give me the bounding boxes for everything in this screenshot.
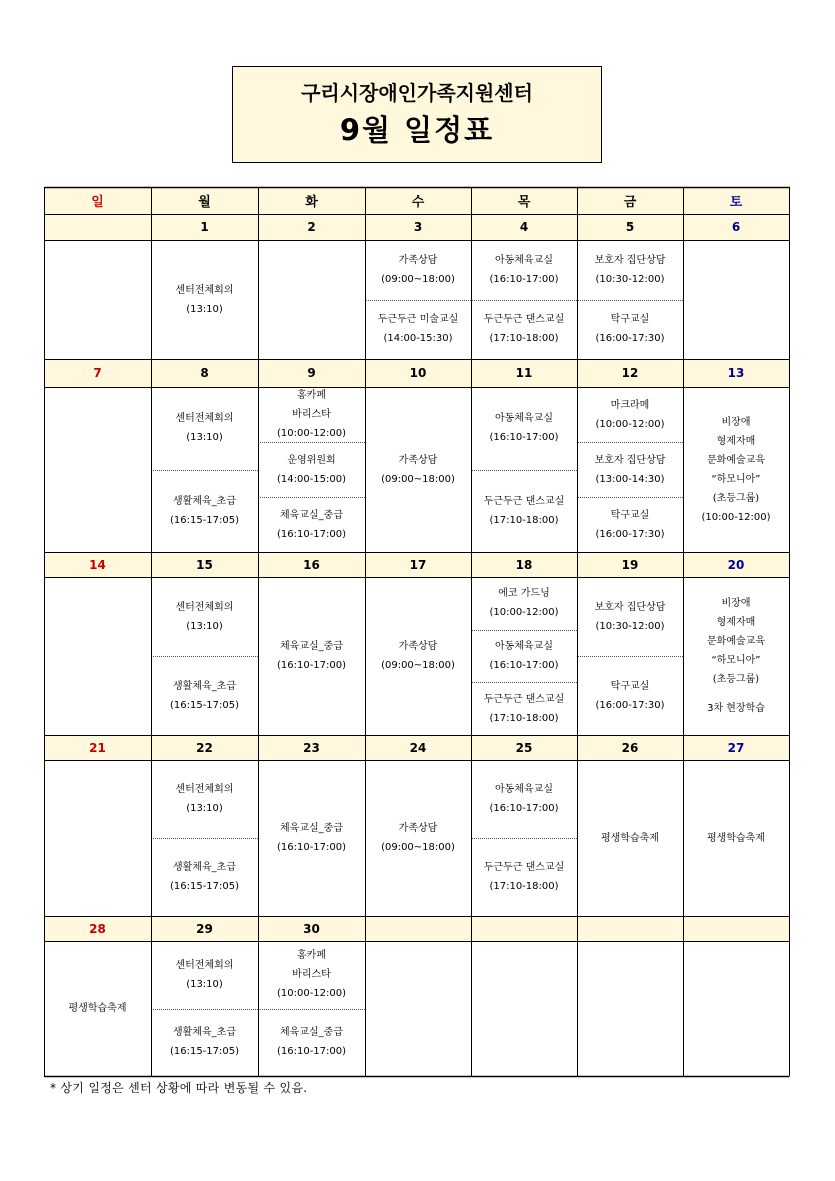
date-number: 30	[303, 921, 320, 936]
date-number: 12	[621, 366, 639, 380]
center-name: 구리시장애인가족지원센터	[301, 81, 533, 105]
event-title: 가족상담	[398, 823, 438, 834]
date-number: 6	[731, 220, 741, 234]
date-number: 15	[196, 557, 213, 572]
event-time: (10:00-12:00)	[489, 607, 559, 619]
footnote: * 상기 일정은 센터 상황에 따라 변동될 수 있음.	[50, 1081, 308, 1095]
event-time: (16:10-17:00)	[276, 842, 347, 853]
event-title: 생활체육_초급	[173, 495, 236, 507]
event-title: 홍카페	[297, 950, 326, 962]
date-number: 23	[303, 740, 320, 755]
date-number: 20	[727, 557, 745, 572]
event-title: 바리스타	[292, 969, 331, 981]
event-time: (17:10-18:00)	[489, 514, 559, 526]
event-title: 탁구교실	[610, 509, 650, 521]
weekday-0: 일	[91, 195, 104, 210]
event-extra: 3차 현장학습	[707, 703, 765, 714]
event-title: 아동체육교실	[495, 254, 553, 266]
date-number: 3	[413, 220, 423, 234]
event-title: 센터전체회의	[175, 784, 234, 795]
event-title: 생활체육_초급	[173, 1027, 236, 1039]
date-number: 18	[515, 557, 533, 572]
event-title: 아동체육교실	[495, 640, 553, 652]
event-time: (16:00-17:30)	[595, 333, 665, 345]
calendar-grid	[44, 187, 789, 1076]
event-title: (초등그룹)	[712, 492, 760, 504]
event-title: 문화예술교육	[707, 636, 765, 647]
event-title: “하모니아”	[711, 655, 761, 666]
date-number: 1	[200, 220, 209, 234]
schedule-title: 9월 일정표	[339, 113, 495, 147]
date-number: 24	[409, 740, 427, 755]
event-title: 센터전체회의	[175, 959, 234, 971]
event-time: (09:00~18:00)	[381, 842, 455, 853]
event-time: (13:10)	[186, 803, 223, 814]
event-time: (16:15-17:05)	[169, 514, 240, 526]
date-number: 28	[89, 921, 106, 936]
event-title: 체육교실_중급	[280, 823, 343, 834]
date-number: 16	[303, 557, 320, 572]
event-time: (16:10-17:00)	[489, 659, 559, 671]
event-title: (초등그룹)	[712, 674, 760, 685]
event-time: (16:00-17:30)	[595, 528, 665, 540]
event-title: 두근두근 댄스교실	[483, 314, 565, 326]
event-title: 가족상담	[398, 641, 438, 652]
event-title: 두근두근 댄스교실	[483, 495, 565, 507]
date-number: 26	[621, 740, 639, 755]
date-number: 21	[89, 740, 106, 755]
event-time: (16:10-17:00)	[276, 528, 347, 540]
event-time: (14:00-15:00)	[276, 473, 347, 485]
event-title: 문화예술교육	[707, 454, 765, 466]
event-title: 탁구교실	[610, 314, 650, 326]
event-title: 두근두근 댄스교실	[483, 862, 565, 873]
date-number: 8	[200, 366, 209, 380]
event-title: 센터전체회의	[175, 413, 234, 425]
weekday-3: 수	[411, 195, 425, 210]
event-title: 보호자 집단상담	[594, 254, 666, 266]
event-time: (13:10)	[186, 432, 223, 444]
event-title: 두근두근 미술교실	[377, 314, 459, 326]
event-time: (17:10-18:00)	[489, 712, 559, 724]
event-title: 바리스타	[292, 409, 331, 420]
date-number: 4	[519, 220, 529, 234]
weekday-4: 목	[517, 195, 531, 210]
event-time: (16:10-17:00)	[276, 1046, 347, 1058]
event-title: 체육교실_중급	[280, 509, 343, 521]
event-time: (09:00~18:00)	[381, 473, 455, 485]
event-title: 보호자 집단상담	[594, 601, 666, 613]
event-time: (13:10)	[186, 303, 223, 315]
event-time: (16:10-17:00)	[489, 432, 559, 444]
event-time: (16:10-17:00)	[276, 660, 347, 671]
event-title: 탁구교실	[610, 680, 650, 692]
weekday-6: 토	[729, 195, 743, 210]
date-number: 25	[515, 740, 533, 755]
date-number: 5	[625, 220, 635, 234]
event-title: 센터전체회의	[175, 284, 234, 296]
grid-lines	[44, 187, 790, 1077]
date-number: 19	[621, 557, 639, 572]
event-title: 아동체육교실	[495, 784, 553, 795]
event-title: 비장애	[721, 598, 751, 609]
date-number: 10	[409, 366, 427, 380]
event-title: 운영위원회	[287, 454, 336, 466]
date-number: 17	[409, 557, 427, 572]
event-time: (16:10-17:00)	[489, 273, 559, 285]
event-title: 생활체육_초급	[173, 862, 236, 873]
event-title: 비장애	[721, 416, 751, 428]
date-number: 7	[93, 366, 102, 380]
event-time: (13:00-14:30)	[595, 473, 665, 485]
event-time: (10:30-12:00)	[595, 620, 665, 632]
date-number: 13	[727, 366, 745, 380]
event-time: (09:00~18:00)	[381, 660, 455, 671]
title-box	[232, 66, 602, 163]
event-time: (17:10-18:00)	[489, 333, 559, 345]
event-title: 두근두근 댄스교실	[483, 693, 565, 705]
weekday-5: 금	[623, 195, 637, 210]
event-title: 보호자 집단상담	[594, 454, 666, 466]
event-title: 마크라메	[610, 399, 650, 411]
event-title: 에코 가드닝	[498, 588, 550, 600]
event-title: 가족상담	[398, 454, 438, 466]
event-time: (10:00-12:00)	[276, 428, 347, 439]
date-number: 14	[89, 557, 106, 572]
date-number: 27	[727, 740, 745, 755]
event-title: 생활체육_초급	[173, 680, 236, 692]
weekday-2: 화	[305, 195, 318, 210]
event-time: (09:00~18:00)	[381, 273, 455, 285]
event-title: 평생학습축제	[707, 832, 765, 844]
weekday-1: 월	[198, 195, 211, 210]
event-title: 평생학습축제	[68, 1003, 127, 1014]
event-title: 체육교실_중급	[280, 641, 343, 652]
date-number: 11	[515, 366, 533, 380]
event-time: (16:15-17:05)	[169, 1046, 240, 1058]
event-time: (10:00-12:00)	[595, 418, 665, 430]
event-title: 체육교실_중급	[280, 1027, 343, 1039]
event-time: (16:00-17:30)	[595, 699, 665, 711]
date-number: 2	[307, 220, 316, 234]
event-title: 형제자매	[716, 617, 756, 628]
event-time: (10:00-12:00)	[276, 988, 347, 1000]
event-time: (13:10)	[186, 620, 223, 632]
event-title: 홍카페	[297, 390, 326, 401]
event-time: (10:30-12:00)	[595, 273, 665, 285]
event-title: 아동체육교실	[495, 413, 553, 425]
event-time: (16:10-17:00)	[489, 803, 559, 814]
date-number: 9	[307, 366, 316, 380]
event-title: 가족상담	[398, 254, 438, 266]
event-title: 센터전체회의	[175, 601, 234, 613]
event-title: 평생학습축제	[601, 832, 659, 844]
event-time: (17:10-18:00)	[489, 881, 559, 892]
event-time: (16:15-17:05)	[169, 699, 240, 711]
event-title: “하모니아”	[711, 473, 761, 485]
event-time: (14:00-15:30)	[383, 333, 453, 345]
date-number: 29	[196, 921, 213, 936]
event-title: 형제자매	[716, 435, 756, 447]
event-time: (13:10)	[186, 978, 223, 990]
date-number: 22	[196, 740, 213, 755]
event-time: (16:15-17:05)	[169, 881, 240, 892]
event-time: (10:00-12:00)	[701, 511, 771, 523]
